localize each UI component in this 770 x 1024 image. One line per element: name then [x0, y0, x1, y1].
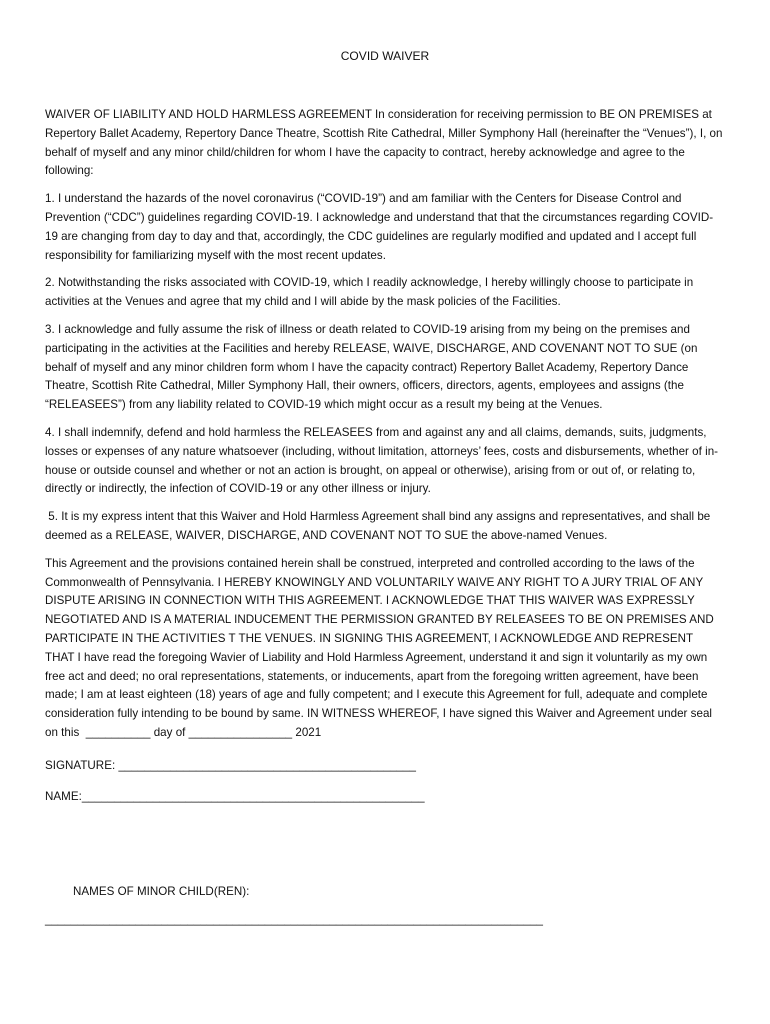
- paragraph-intro: WAIVER OF LIABILITY AND HOLD HARMLESS AGREEMENT In consideration for receiving permission to BE ON PREMISES at Repertory Ballet Academy, Repertory Dance Theatre, Scottish Rite Cathedral, Miller Symphony Hall (hereinafter the “Venues”), I, on behalf of myself and any minor child/children for whom I have the capacity to contract, hereby acknowledge and agree to the following:: [45, 108, 723, 178]
- minor-children-label: NAMES OF MINOR CHILD(REN):: [73, 885, 250, 898]
- signature-line[interactable]: SIGNATURE: ______________________________________________: [45, 758, 416, 772]
- paragraph-2: 2. Notwithstanding the risks associated with COVID-19, which I readily acknowledge, I hereby willingly choose to participate in activities at the Venues and agree that my child and I will abide by the mask policies of the Facilities.: [45, 276, 694, 309]
- document-title: COVID WAIVER: [340, 49, 430, 63]
- minor-children-line[interactable]: _____________________________________________________________________________: [45, 913, 544, 926]
- paragraph-5: 5. It is my express intent that this Waiver and Hold Harmless Agreement shall bind any assigns and representatives, and shall be deemed as a RELEASE, WAIVER, DISCHARGE, AND COVENANT NOT TO SUE the above-named Venues.: [45, 510, 714, 542]
- paragraph-1: 1. I understand the hazards of the novel coronavirus (“COVID-19”) and am familiar with the Centers for Disease Control and Prevention (“CDC”) guidelines regarding COVID-19. I acknowledge and understand that that the circumstances regarding COVID-19 are changing from day to day and that, accordingly, the CDC guidelines are regularly modified and updated and I accept full responsibility for familiarizing myself with the most recent updates.: [45, 192, 714, 262]
- name-line[interactable]: NAME:_____________________________________________________: [45, 789, 425, 803]
- document-body: [45, 106, 725, 806]
- paragraph-agreement: This Agreement and the provisions contained herein shall be construed, interpreted and controlled according to the laws of the Commonwealth of Pennsylvania. I HEREBY KNOWINGLY AND VOLUNTARILY WAIVE ANY RIGHT TO A JURY TRIAL OF ANY DISPUTE ARISING IN CONNECTION WITH THIS AGREEMENT. I ACKNOWLEDGE THAT THIS WAIVER WAS EXPRESSLY NEGOTIATED AND IS A MATERIAL INDUCEMENT THE PERMISSION GRANTED BY RELEASEES TO BE ON PREMISES AND PARTICIPATE IN THE ACTIVITIES T THE VENUES. IN SIGNING THIS AGREEMENT, I ACKNOWLEDGE AND REPRESENT THAT I have read the foregoing Wavier of Liability and Hold Harmless Agreement, understand it and sign it voluntarily as my own free act and deed; no oral representations, statements, or inducements, apart from the foregoing written agreement, have been made; I am at least eighteen (18) years of age and fully competent; and I execute this Agreement for full, adequate and complete consideration fully intending to be bound by same. IN WITNESS WHEREOF, I have signed this Waiver and Agreement under seal on this __________ day of ________________ 2021: [45, 556, 717, 739]
- paragraph-4: 4. I shall indemnify, defend and hold harmless the RELEASEES from and against any and all claims, demands, suits, judgments, losses or expenses of any nature whatsoever (including, without limitation, attorneys’ fees, costs and disbursements, whether of in-house or outside counsel and whether or not an action is brought, on appeal or otherwise), arising from or out of, or relating to, directly or indirectly, the infection of COVID-19 or any other illness or injury.: [45, 425, 719, 496]
- paragraph-3: 3. I acknowledge and fully assume the risk of illness or death related to COVID-19 arising from my being on the premises and participating in the activities at the Facilities and hereby RELEASE, WAIVE, DISCHARGE, AND COVENANT NOT TO SUE (on behalf of myself and any minor children form whom I have the capacity contract) Repertory Ballet Academy, Repertory Dance Theatre, Scottish Rite Cathedral, Miller Symphony Hall, their owners, officers, directors, agents, employees and assigns (the “RELEASEES”) from any liability related to COVID-19 which might occur as a result my being at the Venues.: [45, 322, 698, 412]
